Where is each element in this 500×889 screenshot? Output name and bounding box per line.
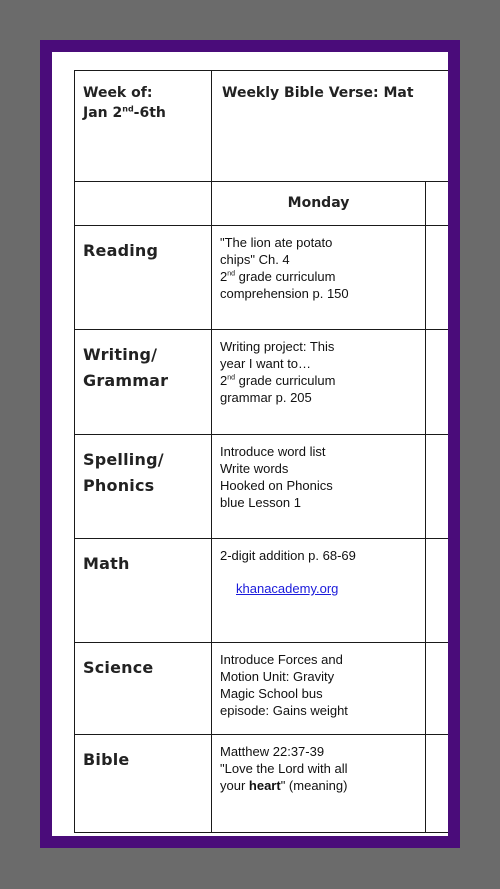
subject-label xyxy=(75,226,212,330)
subject-row xyxy=(75,643,461,735)
subject-row xyxy=(75,539,461,643)
subject-label-line: Writing/ xyxy=(83,345,158,364)
monday-entry xyxy=(212,226,426,330)
subject-label-line: Grammar xyxy=(83,371,169,390)
tuesday-entry xyxy=(426,735,461,833)
subject-row xyxy=(75,330,461,435)
subject-label-line: Phonics xyxy=(83,476,155,495)
weekly-verse-cell xyxy=(212,71,461,182)
entry-line: Hooked on Phonics xyxy=(220,478,333,493)
entry-line: year I want to… xyxy=(220,356,312,371)
entry-line: Motion Unit: Gravity xyxy=(220,669,335,684)
subject-label-line: Math xyxy=(83,554,130,573)
monday-entry xyxy=(212,330,426,435)
day-header-row xyxy=(75,182,461,226)
lesson-plan-sheet xyxy=(74,70,460,833)
entry-line: "The lion ate potato xyxy=(220,235,333,250)
entry-line: blue Lesson 1 xyxy=(220,495,301,510)
tuesday-entry xyxy=(426,330,461,435)
week-of-label: Week of: xyxy=(83,85,153,101)
entry-line: Introduce Forces and xyxy=(220,652,343,667)
entry-line: grammar p. 205 xyxy=(220,390,312,405)
tuesday-entry xyxy=(426,226,461,330)
entry-line: comprehension p. 150 xyxy=(220,286,349,301)
tuesday-entry xyxy=(426,643,461,735)
subject-label xyxy=(75,735,212,833)
tuesday-entry xyxy=(426,539,461,643)
purple-frame xyxy=(40,40,460,848)
entry-line: Introduce word list xyxy=(220,444,326,459)
subject-label xyxy=(75,643,212,735)
subject-row xyxy=(75,435,461,539)
monday-entry xyxy=(212,643,426,735)
entry-line: Write words xyxy=(220,461,289,476)
monday-entry xyxy=(212,735,426,833)
subject-label-line: Spelling/ xyxy=(83,450,164,469)
week-dates: Jan 2nd-6th xyxy=(83,104,166,121)
entry-line: "Love the Lord with all xyxy=(220,761,348,776)
entry-line: Writing project: This xyxy=(220,339,335,354)
monday-entry xyxy=(212,435,426,539)
grade-curriculum-line: 2nd grade curriculum xyxy=(220,269,336,284)
weekly-verse-label: Weekly Bible Verse: Mat xyxy=(222,85,414,101)
subject-row xyxy=(75,735,461,833)
weekly-plan-table xyxy=(74,70,460,833)
entry-line: your heart" (meaning) xyxy=(220,778,348,793)
tuesday-entry xyxy=(426,435,461,539)
subject-label xyxy=(75,330,212,435)
entry-line: episode: Gains weight xyxy=(220,703,348,718)
entry-line: Magic School bus xyxy=(220,686,323,701)
entry-line: chips" Ch. 4 xyxy=(220,252,290,267)
subject-label xyxy=(75,435,212,539)
header-row xyxy=(75,71,461,182)
entry-line: 2-digit addition p. 68-69 xyxy=(220,548,356,563)
subject-row xyxy=(75,226,461,330)
subject-label-line: Reading xyxy=(83,241,159,260)
monday-entry xyxy=(212,539,426,643)
subject-label xyxy=(75,539,212,643)
day-tuesday-cell xyxy=(426,182,461,226)
grade-curriculum-line: 2nd grade curriculum xyxy=(220,373,336,388)
week-of-cell xyxy=(75,71,212,182)
day-monday: Monday xyxy=(212,182,426,226)
entry-line: Matthew 22:37-39 xyxy=(220,744,325,759)
day-corner-cell xyxy=(75,182,212,226)
khanacademy-link[interactable]: khanacademy.org xyxy=(236,581,339,596)
subject-label-line: Science xyxy=(83,658,154,677)
subject-label-line: Bible xyxy=(83,750,130,769)
